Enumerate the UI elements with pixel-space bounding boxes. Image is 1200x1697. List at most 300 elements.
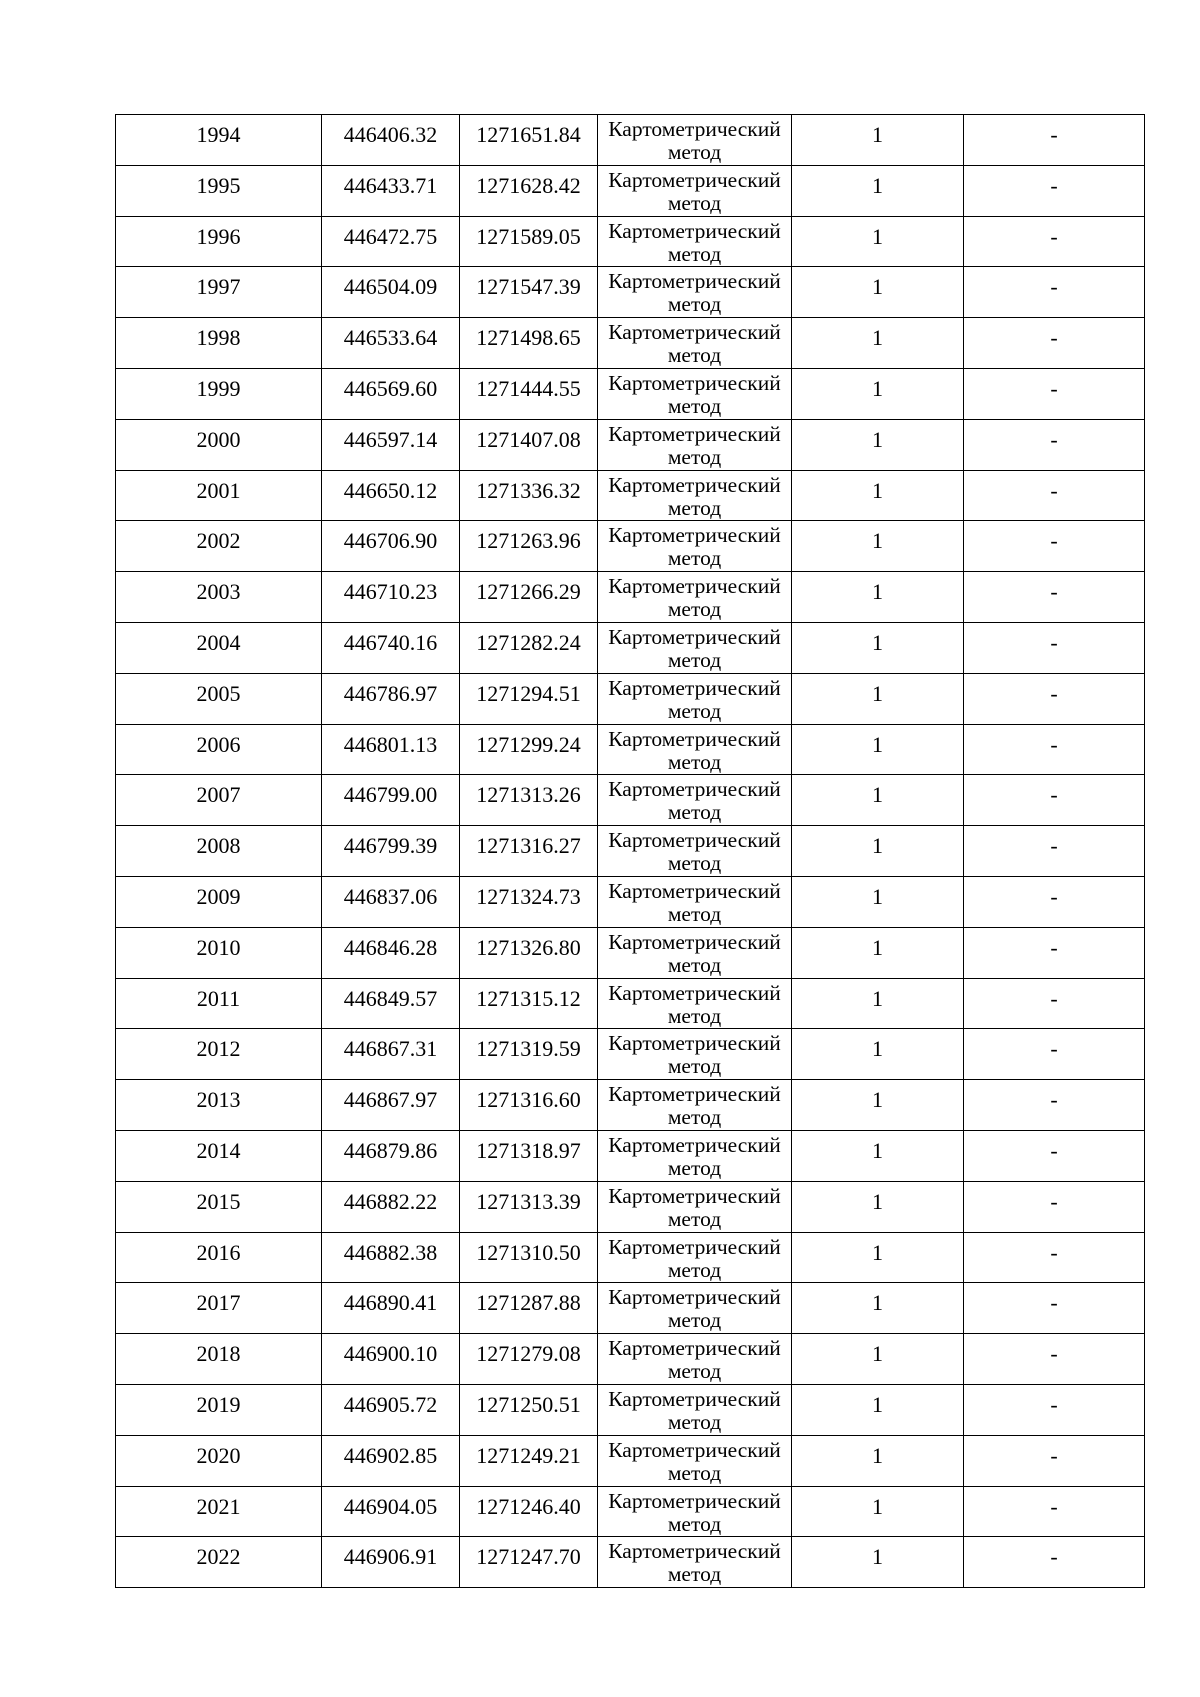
note-cell bbox=[964, 419, 1145, 470]
x-coordinate-cell-text: 446433.71 bbox=[343, 172, 438, 198]
accuracy-cell bbox=[792, 1435, 964, 1486]
y-coordinate-cell bbox=[460, 978, 598, 1029]
x-coordinate-cell bbox=[322, 1181, 460, 1232]
accuracy-cell-text: 1 bbox=[872, 1341, 883, 1367]
y-coordinate-cell-text: 1271547.39 bbox=[476, 274, 581, 300]
note-cell-text: - bbox=[1050, 223, 1058, 249]
point-number-cell-text: 2017 bbox=[196, 1290, 241, 1316]
point-number-cell bbox=[116, 1029, 322, 1080]
y-coordinate-cell-text: 1271287.88 bbox=[476, 1290, 581, 1316]
y-coordinate-cell bbox=[460, 1232, 598, 1283]
point-number-cell-text: 1995 bbox=[196, 172, 241, 198]
point-number-cell bbox=[116, 1080, 322, 1131]
point-number-cell bbox=[116, 1486, 322, 1537]
table-row bbox=[116, 775, 1145, 826]
accuracy-cell bbox=[792, 724, 964, 775]
y-coordinate-cell bbox=[460, 1029, 598, 1080]
accuracy-cell-text: 1 bbox=[872, 528, 883, 554]
point-number-cell bbox=[116, 1537, 322, 1588]
note-cell-text: - bbox=[1050, 426, 1058, 452]
point-number-cell-text: 1994 bbox=[196, 122, 241, 147]
note-cell bbox=[964, 1232, 1145, 1283]
accuracy-cell bbox=[792, 978, 964, 1029]
note-cell-text: - bbox=[1050, 325, 1058, 351]
accuracy-cell bbox=[792, 1029, 964, 1080]
table-row bbox=[116, 1486, 1145, 1537]
x-coordinate-cell bbox=[322, 1435, 460, 1486]
note-cell-text: - bbox=[1050, 680, 1058, 706]
table-row bbox=[116, 1283, 1145, 1334]
point-number-cell-text: 2015 bbox=[196, 1188, 241, 1214]
point-number-cell-text: 2014 bbox=[196, 1137, 241, 1163]
x-coordinate-cell-text: 446867.31 bbox=[343, 1036, 438, 1062]
point-number-cell bbox=[116, 1435, 322, 1486]
accuracy-cell bbox=[792, 876, 964, 927]
y-coordinate-cell bbox=[460, 622, 598, 673]
point-number-cell-text: 1997 bbox=[196, 274, 241, 300]
y-coordinate-cell bbox=[460, 368, 598, 419]
y-coordinate-cell-text: 1271324.73 bbox=[476, 883, 581, 909]
accuracy-cell bbox=[792, 1334, 964, 1385]
accuracy-cell-text: 1 bbox=[872, 223, 883, 249]
note-cell bbox=[964, 115, 1145, 166]
y-coordinate-cell-text: 1271628.42 bbox=[476, 172, 581, 198]
point-number-cell bbox=[116, 572, 322, 623]
table-row bbox=[116, 1384, 1145, 1435]
y-coordinate-cell bbox=[460, 1334, 598, 1385]
y-coordinate-cell bbox=[460, 572, 598, 623]
y-coordinate-cell bbox=[460, 1080, 598, 1131]
note-cell-text: - bbox=[1050, 1290, 1058, 1316]
note-cell bbox=[964, 521, 1145, 572]
method-cell bbox=[598, 267, 792, 318]
point-number-cell bbox=[116, 622, 322, 673]
note-cell bbox=[964, 724, 1145, 775]
accuracy-cell bbox=[792, 521, 964, 572]
y-coordinate-cell bbox=[460, 165, 598, 216]
note-cell-text: - bbox=[1050, 833, 1058, 859]
method-cell-text: Картометрический метод bbox=[608, 472, 781, 520]
method-cell bbox=[598, 775, 792, 826]
x-coordinate-cell bbox=[322, 1130, 460, 1181]
note-cell-text: - bbox=[1050, 1391, 1058, 1417]
point-number-cell-text: 2005 bbox=[196, 680, 241, 706]
table-row bbox=[116, 1181, 1145, 1232]
method-cell-text: Картометрический метод bbox=[608, 726, 781, 774]
x-coordinate-cell-text: 446406.32 bbox=[343, 122, 438, 147]
accuracy-cell bbox=[792, 470, 964, 521]
x-coordinate-cell-text: 446900.10 bbox=[343, 1341, 438, 1367]
x-coordinate-cell bbox=[322, 927, 460, 978]
accuracy-cell bbox=[792, 1486, 964, 1537]
y-coordinate-cell-text: 1271318.97 bbox=[476, 1137, 581, 1163]
x-coordinate-cell-text: 446706.90 bbox=[343, 528, 438, 554]
accuracy-cell-text: 1 bbox=[872, 1493, 883, 1519]
method-cell-text: Картометрический метод bbox=[608, 1082, 781, 1130]
y-coordinate-cell bbox=[460, 470, 598, 521]
y-coordinate-cell-text: 1271336.32 bbox=[476, 477, 581, 503]
accuracy-cell bbox=[792, 1181, 964, 1232]
accuracy-cell bbox=[792, 1232, 964, 1283]
y-coordinate-cell-text: 1271407.08 bbox=[476, 426, 581, 452]
point-number-cell-text: 2006 bbox=[196, 731, 241, 757]
note-cell bbox=[964, 775, 1145, 826]
point-number-cell-text: 2009 bbox=[196, 883, 241, 909]
x-coordinate-cell-text: 446882.22 bbox=[343, 1188, 438, 1214]
note-cell bbox=[964, 1181, 1145, 1232]
method-cell bbox=[598, 1080, 792, 1131]
accuracy-cell-text: 1 bbox=[872, 629, 883, 655]
table-row bbox=[116, 368, 1145, 419]
note-cell bbox=[964, 1029, 1145, 1080]
x-coordinate-cell bbox=[322, 775, 460, 826]
note-cell-text: - bbox=[1050, 629, 1058, 655]
table-row bbox=[116, 978, 1145, 1029]
note-cell bbox=[964, 318, 1145, 369]
accuracy-cell bbox=[792, 1080, 964, 1131]
accuracy-cell bbox=[792, 216, 964, 267]
point-number-cell bbox=[116, 521, 322, 572]
method-cell bbox=[598, 1435, 792, 1486]
method-cell bbox=[598, 419, 792, 470]
note-cell-text: - bbox=[1050, 172, 1058, 198]
x-coordinate-cell-text: 446849.57 bbox=[343, 985, 438, 1011]
method-cell bbox=[598, 673, 792, 724]
method-cell bbox=[598, 1537, 792, 1588]
point-number-cell-text: 2011 bbox=[196, 985, 241, 1011]
note-cell-text: - bbox=[1050, 1239, 1058, 1265]
point-number-cell bbox=[116, 267, 322, 318]
point-number-cell bbox=[116, 673, 322, 724]
method-cell bbox=[598, 572, 792, 623]
note-cell bbox=[964, 572, 1145, 623]
y-coordinate-cell bbox=[460, 419, 598, 470]
accuracy-cell-text: 1 bbox=[872, 426, 883, 452]
accuracy-cell-text: 1 bbox=[872, 477, 883, 503]
note-cell-text: - bbox=[1050, 1036, 1058, 1062]
x-coordinate-cell-text: 446786.97 bbox=[343, 680, 438, 706]
x-coordinate-cell-text: 446890.41 bbox=[343, 1290, 438, 1316]
table-row bbox=[116, 1232, 1145, 1283]
x-coordinate-cell bbox=[322, 470, 460, 521]
x-coordinate-cell-text: 446799.39 bbox=[343, 833, 438, 859]
accuracy-cell bbox=[792, 318, 964, 369]
accuracy-cell bbox=[792, 622, 964, 673]
note-cell-text: - bbox=[1050, 1544, 1058, 1570]
table-row bbox=[116, 267, 1145, 318]
x-coordinate-cell bbox=[322, 521, 460, 572]
x-coordinate-cell bbox=[322, 419, 460, 470]
x-coordinate-cell-text: 446902.85 bbox=[343, 1442, 438, 1468]
accuracy-cell-text: 1 bbox=[872, 833, 883, 859]
table-row bbox=[116, 419, 1145, 470]
note-cell-text: - bbox=[1050, 883, 1058, 909]
point-number-cell bbox=[116, 368, 322, 419]
y-coordinate-cell bbox=[460, 1384, 598, 1435]
y-coordinate-cell bbox=[460, 673, 598, 724]
method-cell bbox=[598, 165, 792, 216]
note-cell bbox=[964, 368, 1145, 419]
point-number-cell-text: 2021 bbox=[196, 1493, 241, 1519]
y-coordinate-cell bbox=[460, 267, 598, 318]
x-coordinate-cell bbox=[322, 115, 460, 166]
method-cell-text: Картометрический метод bbox=[608, 1234, 781, 1282]
accuracy-cell-text: 1 bbox=[872, 1544, 883, 1570]
y-coordinate-cell bbox=[460, 521, 598, 572]
y-coordinate-cell bbox=[460, 216, 598, 267]
y-coordinate-cell-text: 1271326.80 bbox=[476, 934, 581, 960]
table-row bbox=[116, 826, 1145, 877]
y-coordinate-cell-text: 1271266.29 bbox=[476, 579, 581, 605]
y-coordinate-cell-text: 1271263.96 bbox=[476, 528, 581, 554]
note-cell-text: - bbox=[1050, 1341, 1058, 1367]
method-cell bbox=[598, 622, 792, 673]
x-coordinate-cell-text: 446472.75 bbox=[343, 223, 438, 249]
table-row bbox=[116, 1435, 1145, 1486]
method-cell-text: Картометрический метод bbox=[608, 269, 781, 317]
accuracy-cell-text: 1 bbox=[872, 985, 883, 1011]
x-coordinate-cell bbox=[322, 368, 460, 419]
point-number-cell bbox=[116, 318, 322, 369]
x-coordinate-cell-text: 446801.13 bbox=[343, 731, 438, 757]
table-row bbox=[116, 724, 1145, 775]
method-cell bbox=[598, 115, 792, 166]
note-cell bbox=[964, 165, 1145, 216]
accuracy-cell bbox=[792, 1384, 964, 1435]
accuracy-cell-text: 1 bbox=[872, 1391, 883, 1417]
note-cell-text: - bbox=[1050, 1493, 1058, 1519]
accuracy-cell-text: 1 bbox=[872, 934, 883, 960]
point-number-cell-text: 2016 bbox=[196, 1239, 241, 1265]
method-cell bbox=[598, 1029, 792, 1080]
method-cell bbox=[598, 1334, 792, 1385]
note-cell-text: - bbox=[1050, 477, 1058, 503]
method-cell-text: Картометрический метод bbox=[608, 980, 781, 1028]
point-number-cell bbox=[116, 775, 322, 826]
table-row bbox=[116, 470, 1145, 521]
x-coordinate-cell bbox=[322, 318, 460, 369]
accuracy-cell-text: 1 bbox=[872, 883, 883, 909]
point-number-cell-text: 2008 bbox=[196, 833, 241, 859]
method-cell bbox=[598, 1181, 792, 1232]
y-coordinate-cell bbox=[460, 775, 598, 826]
method-cell bbox=[598, 1130, 792, 1181]
y-coordinate-cell-text: 1271250.51 bbox=[476, 1391, 581, 1417]
note-cell bbox=[964, 1384, 1145, 1435]
y-coordinate-cell-text: 1271316.60 bbox=[476, 1087, 581, 1113]
x-coordinate-cell bbox=[322, 622, 460, 673]
x-coordinate-cell-text: 446879.86 bbox=[343, 1137, 438, 1163]
table-row bbox=[116, 622, 1145, 673]
x-coordinate-cell-text: 446904.05 bbox=[343, 1493, 438, 1519]
note-cell-text: - bbox=[1050, 985, 1058, 1011]
accuracy-cell-text: 1 bbox=[872, 1290, 883, 1316]
note-cell-text: - bbox=[1050, 731, 1058, 757]
y-coordinate-cell-text: 1271247.70 bbox=[476, 1544, 581, 1570]
y-coordinate-cell bbox=[460, 1537, 598, 1588]
accuracy-cell bbox=[792, 673, 964, 724]
note-cell bbox=[964, 1537, 1145, 1588]
point-number-cell-text: 2003 bbox=[196, 579, 241, 605]
note-cell bbox=[964, 622, 1145, 673]
method-cell-text: Картометрический метод bbox=[608, 167, 781, 215]
accuracy-cell bbox=[792, 1130, 964, 1181]
accuracy-cell-text: 1 bbox=[872, 782, 883, 808]
x-coordinate-cell bbox=[322, 1080, 460, 1131]
table-row bbox=[116, 1080, 1145, 1131]
accuracy-cell-text: 1 bbox=[872, 680, 883, 706]
table-row bbox=[116, 115, 1145, 166]
y-coordinate-cell bbox=[460, 1181, 598, 1232]
accuracy-cell bbox=[792, 115, 964, 166]
method-cell bbox=[598, 826, 792, 877]
table-row bbox=[116, 673, 1145, 724]
x-coordinate-cell bbox=[322, 673, 460, 724]
method-cell bbox=[598, 1384, 792, 1435]
y-coordinate-cell-text: 1271313.26 bbox=[476, 782, 581, 808]
point-number-cell-text: 2001 bbox=[196, 477, 241, 503]
accuracy-cell-text: 1 bbox=[872, 1036, 883, 1062]
accuracy-cell bbox=[792, 368, 964, 419]
method-cell-text: Картометрический метод bbox=[608, 878, 781, 926]
y-coordinate-cell bbox=[460, 876, 598, 927]
note-cell bbox=[964, 1130, 1145, 1181]
table-row bbox=[116, 1029, 1145, 1080]
table-row bbox=[116, 318, 1145, 369]
point-number-cell-text: 2019 bbox=[196, 1391, 241, 1417]
x-coordinate-cell bbox=[322, 826, 460, 877]
accuracy-cell bbox=[792, 419, 964, 470]
note-cell bbox=[964, 1435, 1145, 1486]
method-cell bbox=[598, 318, 792, 369]
table-row bbox=[116, 521, 1145, 572]
point-number-cell bbox=[116, 419, 322, 470]
point-number-cell bbox=[116, 876, 322, 927]
point-number-cell bbox=[116, 1384, 322, 1435]
method-cell-text: Картометрический метод bbox=[608, 1336, 781, 1384]
y-coordinate-cell-text: 1271319.59 bbox=[476, 1036, 581, 1062]
x-coordinate-cell-text: 446799.00 bbox=[343, 782, 438, 808]
y-coordinate-cell-text: 1271249.21 bbox=[476, 1442, 581, 1468]
accuracy-cell-text: 1 bbox=[872, 579, 883, 605]
coordinates-table bbox=[115, 114, 1145, 1588]
point-number-cell bbox=[116, 1334, 322, 1385]
accuracy-cell-text: 1 bbox=[872, 1239, 883, 1265]
coordinates-table-body bbox=[116, 115, 1145, 1588]
table-row bbox=[116, 216, 1145, 267]
y-coordinate-cell-text: 1271589.05 bbox=[476, 223, 581, 249]
note-cell-text: - bbox=[1050, 528, 1058, 554]
method-cell bbox=[598, 1232, 792, 1283]
accuracy-cell bbox=[792, 1537, 964, 1588]
x-coordinate-cell bbox=[322, 978, 460, 1029]
method-cell bbox=[598, 724, 792, 775]
method-cell-text: Картометрический метод bbox=[608, 574, 781, 622]
method-cell-text: Картометрический метод bbox=[608, 1386, 781, 1434]
x-coordinate-cell-text: 446882.38 bbox=[343, 1239, 438, 1265]
note-cell-text: - bbox=[1050, 579, 1058, 605]
method-cell-text: Картометрический метод bbox=[608, 218, 781, 266]
method-cell-text: Картометрический метод bbox=[608, 777, 781, 825]
method-cell bbox=[598, 927, 792, 978]
table-row bbox=[116, 1537, 1145, 1588]
point-number-cell bbox=[116, 724, 322, 775]
point-number-cell-text: 2020 bbox=[196, 1442, 241, 1468]
x-coordinate-cell-text: 446504.09 bbox=[343, 274, 438, 300]
accuracy-cell bbox=[792, 775, 964, 826]
method-cell bbox=[598, 216, 792, 267]
method-cell-text: Картометрический метод bbox=[608, 370, 781, 418]
table-row bbox=[116, 1334, 1145, 1385]
note-cell-text: - bbox=[1050, 1442, 1058, 1468]
note-cell bbox=[964, 927, 1145, 978]
x-coordinate-cell bbox=[322, 267, 460, 318]
x-coordinate-cell-text: 446906.91 bbox=[343, 1544, 438, 1570]
note-cell bbox=[964, 267, 1145, 318]
y-coordinate-cell-text: 1271313.39 bbox=[476, 1188, 581, 1214]
y-coordinate-cell bbox=[460, 1435, 598, 1486]
x-coordinate-cell-text: 446533.64 bbox=[343, 325, 438, 351]
note-cell bbox=[964, 1486, 1145, 1537]
x-coordinate-cell bbox=[322, 165, 460, 216]
note-cell bbox=[964, 1283, 1145, 1334]
point-number-cell-text: 2010 bbox=[196, 934, 241, 960]
table-row bbox=[116, 1130, 1145, 1181]
y-coordinate-cell-text: 1271315.12 bbox=[476, 985, 581, 1011]
accuracy-cell-text: 1 bbox=[872, 122, 883, 147]
y-coordinate-cell bbox=[460, 826, 598, 877]
accuracy-cell bbox=[792, 826, 964, 877]
x-coordinate-cell-text: 446867.97 bbox=[343, 1087, 438, 1113]
note-cell bbox=[964, 1080, 1145, 1131]
x-coordinate-cell bbox=[322, 724, 460, 775]
method-cell bbox=[598, 978, 792, 1029]
y-coordinate-cell bbox=[460, 927, 598, 978]
accuracy-cell-text: 1 bbox=[872, 1087, 883, 1113]
method-cell-text: Картометрический метод bbox=[608, 624, 781, 672]
method-cell-text: Картометрический метод bbox=[608, 1488, 781, 1536]
method-cell-text: Картометрический метод bbox=[608, 1437, 781, 1485]
method-cell bbox=[598, 1486, 792, 1537]
note-cell bbox=[964, 216, 1145, 267]
note-cell-text: - bbox=[1050, 782, 1058, 808]
point-number-cell bbox=[116, 1130, 322, 1181]
point-number-cell bbox=[116, 826, 322, 877]
y-coordinate-cell-text: 1271246.40 bbox=[476, 1493, 581, 1519]
x-coordinate-cell-text: 446905.72 bbox=[343, 1391, 438, 1417]
method-cell bbox=[598, 521, 792, 572]
y-coordinate-cell bbox=[460, 1283, 598, 1334]
method-cell-text: Картометрический метод bbox=[608, 1183, 781, 1231]
method-cell-text: Картометрический метод bbox=[608, 929, 781, 977]
x-coordinate-cell-text: 446569.60 bbox=[343, 375, 438, 401]
x-coordinate-cell bbox=[322, 1486, 460, 1537]
note-cell-text: - bbox=[1050, 1188, 1058, 1214]
point-number-cell bbox=[116, 927, 322, 978]
point-number-cell-text: 2002 bbox=[196, 528, 241, 554]
point-number-cell bbox=[116, 1283, 322, 1334]
x-coordinate-cell bbox=[322, 876, 460, 927]
point-number-cell-text: 2013 bbox=[196, 1087, 241, 1113]
point-number-cell bbox=[116, 470, 322, 521]
accuracy-cell-text: 1 bbox=[872, 325, 883, 351]
accuracy-cell bbox=[792, 1283, 964, 1334]
accuracy-cell-text: 1 bbox=[872, 375, 883, 401]
accuracy-cell bbox=[792, 267, 964, 318]
y-coordinate-cell bbox=[460, 724, 598, 775]
x-coordinate-cell bbox=[322, 1334, 460, 1385]
point-number-cell-text: 2022 bbox=[196, 1544, 241, 1570]
